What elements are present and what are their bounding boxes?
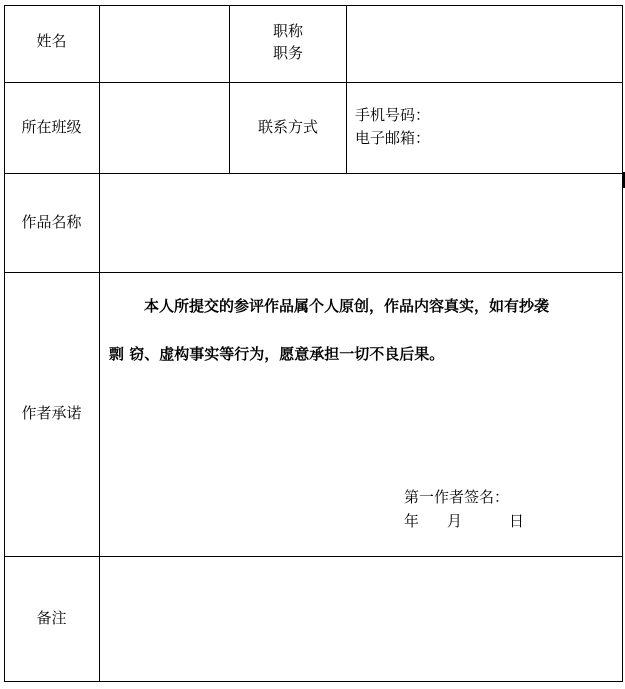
date-year: 年 (404, 512, 420, 530)
title-label-line2: 职务 (272, 44, 303, 62)
class-label: 所在班级 (21, 118, 82, 136)
border-bottom (4, 681, 623, 682)
divider-row3 (4, 272, 623, 273)
registration-form (4, 5, 623, 681)
pledge-label: 作者承诺 (21, 404, 82, 422)
pledge-line1: 本人所提交的参评作品属个人原创，作品内容真实，如有抄袭 (144, 297, 550, 315)
signature-label: 第一作者签名： (404, 488, 510, 506)
border-right (622, 5, 623, 682)
title-label-line1: 职称 (272, 22, 303, 40)
date-month: 月 (447, 512, 463, 530)
work-title-label: 作品名称 (21, 213, 82, 231)
name-label: 姓名 (36, 32, 67, 50)
date-day: 日 (509, 512, 525, 530)
phone-label: 手机号码： (355, 106, 431, 124)
pledge-line2: 剽 窃、虚构事实等行为，愿意承担一切不良后果。 (109, 345, 445, 363)
contact-label: 联系方式 (257, 118, 318, 136)
work-title-value-cell[interactable] (100, 174, 622, 272)
border-left (4, 5, 5, 682)
divider-row1 (4, 82, 623, 83)
remarks-value-cell[interactable] (100, 557, 622, 681)
class-value-cell[interactable] (100, 83, 229, 173)
title-value-cell[interactable] (347, 6, 622, 82)
remarks-label: 备注 (36, 609, 67, 627)
name-value-cell[interactable] (100, 6, 229, 82)
email-label: 电子邮箱： (355, 129, 431, 147)
